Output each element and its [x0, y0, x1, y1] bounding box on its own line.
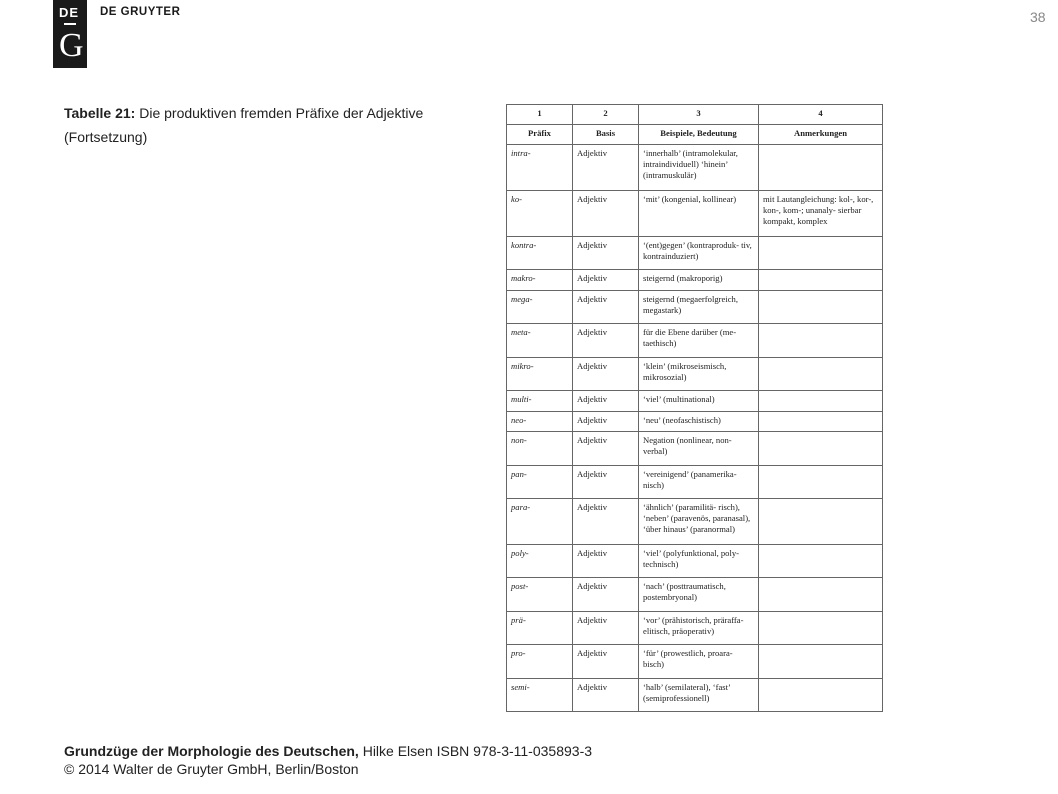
basis-cell: Adjektiv	[573, 411, 639, 432]
column-number: 1	[507, 105, 573, 125]
note-cell	[759, 145, 883, 191]
prefix-cell: prä-	[507, 611, 573, 644]
column-header-row	[507, 125, 883, 145]
column-header: Basis	[573, 125, 639, 145]
note-cell	[759, 578, 883, 611]
table-row	[507, 291, 883, 324]
prefix-cell: makro-	[507, 270, 573, 291]
basis-cell: Adjektiv	[573, 499, 639, 545]
example-cell: ‘neu’ (neofaschistisch)	[639, 411, 759, 432]
table-row	[507, 324, 883, 357]
note-cell	[759, 391, 883, 412]
example-cell: steigernd (makroporig)	[639, 270, 759, 291]
prefix-cell: mega-	[507, 291, 573, 324]
example-cell: ‘viel’ (polyfunktional, poly- technisch)	[639, 545, 759, 578]
note-cell	[759, 237, 883, 270]
prefix-cell: pan-	[507, 465, 573, 498]
note-cell	[759, 432, 883, 465]
table-row	[507, 270, 883, 291]
basis-cell: Adjektiv	[573, 270, 639, 291]
prefix-cell: poly-	[507, 545, 573, 578]
book-title: Grundzüge der Morphologie des Deutschen,	[64, 743, 359, 759]
example-cell: ‘innerhalb’ (intramolekular, intraindividuell) ‘hinein’ (intramuskulär)	[639, 145, 759, 191]
prefix-cell: pro-	[507, 645, 573, 678]
table-row	[507, 611, 883, 644]
example-cell: ‘(ent)gegen’ (kontraproduk- tiv, kontrainduziert)	[639, 237, 759, 270]
example-cell: ‘klein’ (mikroseismisch, mikrosozial)	[639, 357, 759, 390]
basis-cell: Adjektiv	[573, 391, 639, 412]
prefix-cell: intra-	[507, 145, 573, 191]
column-number-row	[507, 105, 883, 125]
note-cell	[759, 411, 883, 432]
prefix-cell: kontra-	[507, 237, 573, 270]
book-author-isbn: Hilke Elsen ISBN 978-3-11-035893-3	[358, 743, 593, 759]
basis-cell: Adjektiv	[573, 145, 639, 191]
citation-line-1	[64, 742, 592, 760]
prefix-cell: meta-	[507, 324, 573, 357]
table-row	[507, 237, 883, 270]
table-row	[507, 391, 883, 412]
basis-cell: Adjektiv	[573, 578, 639, 611]
page-number: 38	[1030, 9, 1046, 25]
column-header: Anmerkungen	[759, 125, 883, 145]
example-cell: Negation (nonlinear, non- verbal)	[639, 432, 759, 465]
table-row	[507, 357, 883, 390]
example-cell: ‘vor’ (prähistorisch, präraffa- elitisch, präoperativ)	[639, 611, 759, 644]
example-cell: ‘viel’ (multinational)	[639, 391, 759, 412]
table-row	[507, 645, 883, 678]
basis-cell: Adjektiv	[573, 237, 639, 270]
table-row	[507, 499, 883, 545]
table-row	[507, 191, 883, 237]
column-header: Beispiele, Bedeutung	[639, 125, 759, 145]
example-cell: ‘für’ (prowestlich, proara- bisch)	[639, 645, 759, 678]
example-cell: steigernd (megaerfolgreich, megastark)	[639, 291, 759, 324]
table-row	[507, 678, 883, 712]
basis-cell: Adjektiv	[573, 324, 639, 357]
basis-cell: Adjektiv	[573, 545, 639, 578]
prefix-cell: post-	[507, 578, 573, 611]
example-cell: ‘mit’ (kongenial, kollinear)	[639, 191, 759, 237]
copyright-line: © 2014 Walter de Gruyter GmbH, Berlin/Boston	[64, 761, 359, 777]
note-cell	[759, 545, 883, 578]
citation-footer	[64, 742, 592, 778]
note-cell	[759, 499, 883, 545]
logo-divider	[64, 23, 76, 25]
column-number: 3	[639, 105, 759, 125]
note-cell	[759, 324, 883, 357]
column-number: 2	[573, 105, 639, 125]
publisher-logo	[53, 0, 87, 68]
note-cell	[759, 678, 883, 712]
note-cell	[759, 270, 883, 291]
table-caption	[64, 101, 494, 149]
basis-cell: Adjektiv	[573, 357, 639, 390]
example-cell: ‘vereinigend’ (panamerika- nisch)	[639, 465, 759, 498]
note-cell	[759, 291, 883, 324]
basis-cell: Adjektiv	[573, 465, 639, 498]
prefix-cell: neo-	[507, 411, 573, 432]
table-row	[507, 465, 883, 498]
logo-de-text: DE	[59, 5, 80, 20]
prefix-cell: semi-	[507, 678, 573, 712]
prefix-cell: non-	[507, 432, 573, 465]
column-header: Präfix	[507, 125, 573, 145]
note-cell	[759, 357, 883, 390]
prefix-cell: multi-	[507, 391, 573, 412]
prefix-cell: para-	[507, 499, 573, 545]
table-row	[507, 411, 883, 432]
table-row	[507, 578, 883, 611]
example-cell: ‘nach’ (posttraumatisch, postembryonal)	[639, 578, 759, 611]
basis-cell: Adjektiv	[573, 611, 639, 644]
note-cell: mit Lautangleichung: kol-, kor-, kon-, kom-; unanaly- sierbar kompakt, komplex	[759, 191, 883, 237]
example-cell: ‘ähnlich’ (paramilitä- risch), ‘neben’ (paravenös, paranasal), ‘über hinaus’ (paranormal)	[639, 499, 759, 545]
example-cell: ‘halb’ (semilateral), ‘fast’ (semiprofessionell)	[639, 678, 759, 712]
basis-cell: Adjektiv	[573, 291, 639, 324]
basis-cell: Adjektiv	[573, 432, 639, 465]
note-cell	[759, 645, 883, 678]
prefix-cell: ko-	[507, 191, 573, 237]
table-row	[507, 545, 883, 578]
note-cell	[759, 465, 883, 498]
logo-g-letter: G	[59, 27, 84, 64]
example-cell: für die Ebene darüber (me- taethisch)	[639, 324, 759, 357]
table-row	[507, 145, 883, 191]
prefix-cell: mikro-	[507, 357, 573, 390]
prefix-table	[506, 104, 883, 712]
basis-cell: Adjektiv	[573, 678, 639, 712]
caption-text: Die produktiven fremden Präfixe der Adjektive (Fortsetzung)	[64, 105, 424, 145]
note-cell	[759, 611, 883, 644]
column-number: 4	[759, 105, 883, 125]
brand-name: DE GRUYTER	[100, 6, 181, 18]
basis-cell: Adjektiv	[573, 645, 639, 678]
table-row	[507, 432, 883, 465]
basis-cell: Adjektiv	[573, 191, 639, 237]
caption-label: Tabelle 21:	[64, 105, 136, 121]
